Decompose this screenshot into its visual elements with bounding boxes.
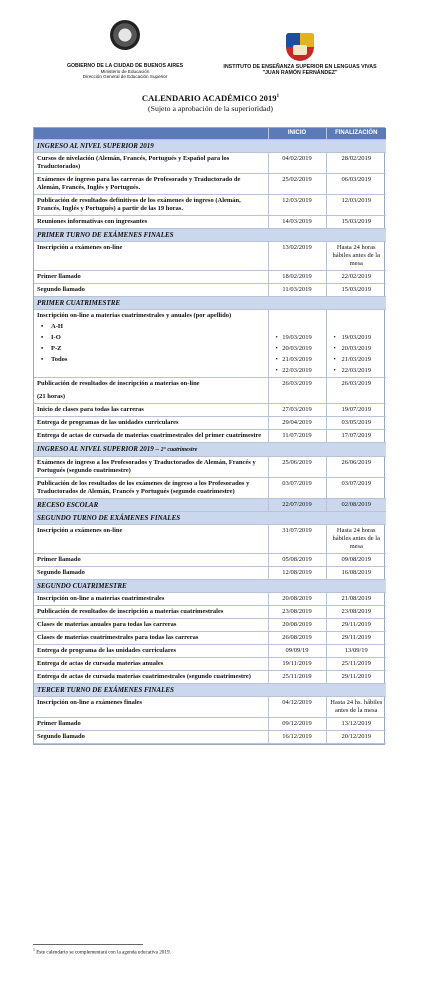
- start-date: 26/03/2019: [268, 377, 326, 403]
- end-date: • 20/03/2019: [330, 345, 384, 353]
- activity-cell: Segundo llamado: [34, 566, 268, 579]
- group-label: • Todos: [37, 356, 265, 364]
- start-date: 11/07/2019: [268, 429, 326, 442]
- start-date: 12/03/2019: [268, 194, 326, 215]
- section-title: PRIMER CUATRIMESTRE: [34, 296, 386, 309]
- directorate-name: Dirección General de Educación Superior: [82, 74, 168, 79]
- table-row: [34, 696, 386, 717]
- activity-cell: Reuniones informativas con ingresantes: [34, 215, 268, 228]
- table-row: [34, 283, 386, 296]
- city-seal-logo: [110, 20, 140, 50]
- activity-cell: Publicación de resultados de inscripción a materias cuatrimestrales: [34, 605, 268, 618]
- table-row: [34, 456, 386, 477]
- table-row: [34, 605, 386, 618]
- receso-row: [34, 498, 386, 511]
- start-date: • 20/03/2019: [272, 345, 323, 353]
- start-date: 29/04/2019: [268, 416, 326, 429]
- activity-cell: Segundo llamado: [34, 283, 268, 296]
- end-date: 20/12/2019: [326, 730, 386, 743]
- activity-cell: Exámenes de ingreso para las carreras de Profesorado y Traductorado de Alemán, Francés, Inglés y Portugués.: [34, 173, 268, 194]
- header-activity: [34, 128, 268, 139]
- ministry-name: Ministerio de Educación: [100, 69, 150, 74]
- activity-cell: Entrega de programas de las unidades curriculares: [34, 416, 268, 429]
- table-row: [34, 717, 386, 730]
- end-date: 29/11/2019: [326, 670, 386, 683]
- publication-note: (21 horas): [37, 392, 65, 400]
- activity-cell: Inscripción on-line a exámenes finales: [34, 696, 268, 717]
- end-date: 23/08/2019: [326, 605, 386, 618]
- end-date: 25/11/2019: [326, 657, 386, 670]
- table-row: [34, 524, 386, 553]
- institute-heading: [210, 64, 390, 76]
- start-date-list: [268, 309, 326, 377]
- activity-cell: Primer llamado: [34, 553, 268, 566]
- document-title: CALENDARIO ACADÉMICO 2019$^1$: [141, 93, 280, 103]
- section-row: [34, 296, 386, 309]
- start-date: 20/08/2019: [268, 592, 326, 605]
- end-date: 15/03/2019: [326, 215, 386, 228]
- institute-subname: "JUAN RAMÓN FERNÁNDEZ": [262, 70, 338, 76]
- institute-name: INSTITUTO DE ENSEÑANZA SUPERIOR EN LENGUAS VIVAS: [223, 64, 377, 70]
- end-date: 12/03/2019: [326, 194, 386, 215]
- end-date-list: [326, 309, 386, 377]
- table-row: [34, 592, 386, 605]
- start-date: 23/08/2019: [268, 605, 326, 618]
- activity-cell: Inscripción a exámenes on-line: [34, 524, 268, 553]
- start-date: 25/06/2019: [268, 456, 326, 477]
- start-date: 09/09/19: [268, 644, 326, 657]
- start-date: 20/08/2019: [268, 618, 326, 631]
- table-row: [34, 657, 386, 670]
- start-date: 31/07/2019: [268, 524, 326, 553]
- table-row: [34, 270, 386, 283]
- enrollment-label: Inscripción on-line a materias cuatrimestrales y anuales (por apellido): [37, 311, 232, 319]
- activity-cell: Clases de materias cuatrimestrales para todas las carreras: [34, 631, 268, 644]
- end-date: 13/12/2019: [326, 717, 386, 730]
- activity-cell: Inscripción on-line a materias cuatrimestrales: [34, 592, 268, 605]
- table-row: [34, 416, 386, 429]
- page-header: [0, 0, 421, 90]
- end-date: 03/05/2019: [326, 416, 386, 429]
- table-row: [34, 644, 386, 657]
- table-row: [34, 566, 386, 579]
- start-date: 22/07/2019: [268, 498, 326, 511]
- section-title: RECESO ESCOLAR: [34, 498, 268, 511]
- start-date: 27/03/2019: [268, 403, 326, 416]
- activity-cell: Entrega de actas de cursada materias anuales: [34, 657, 268, 670]
- section-row: [34, 442, 386, 456]
- start-date: 25/02/2019: [268, 173, 326, 194]
- government-heading: [50, 63, 200, 79]
- end-date: 26/03/2019: [326, 377, 386, 403]
- activity-cell: Clases de materias anuales para todas las carreras: [34, 618, 268, 631]
- end-date: Hasta 24 horas hábiles antes de la mesa: [326, 524, 386, 553]
- activity-cell: Inscripción a exámenes on-line: [34, 241, 268, 270]
- government-name: GOBIERNO DE LA CIUDAD DE BUENOS AIRES: [66, 63, 184, 69]
- start-date: 12/08/2019: [268, 566, 326, 579]
- section-title: SEGUNDO CUATRIMESTRE: [34, 579, 386, 592]
- table-row: [34, 631, 386, 644]
- table-row: [34, 241, 386, 270]
- end-date: 02/08/2019: [326, 498, 386, 511]
- table-row: [34, 403, 386, 416]
- section-row: [34, 228, 386, 241]
- activity-cell: Entrega de actas de cursada materias cuatrimestrales (segundo cuatrimestre): [34, 670, 268, 683]
- table-row: [34, 309, 386, 377]
- table-row: [34, 618, 386, 631]
- end-date: Hasta 24 hs. hábiles antes de la mesa: [326, 696, 386, 717]
- activity-cell: Exámenes de ingreso a los Profesorados y Traductorados de Alemán, Francés y Portugués (segundo cuatrimestre): [34, 456, 268, 477]
- table-row: [34, 429, 386, 442]
- group-label: • P-Z: [37, 345, 265, 353]
- table-row: [34, 730, 386, 743]
- publication-label: Publicación de resultados de inscripción a materias on-line: [37, 379, 200, 387]
- start-date: • 19/03/2019: [272, 334, 323, 342]
- end-date: • 21/03/2019: [330, 356, 384, 364]
- start-date: • 21/03/2019: [272, 356, 323, 364]
- table-header-row: [34, 128, 386, 139]
- start-date: 26/08/2019: [268, 631, 326, 644]
- start-date: 14/03/2019: [268, 215, 326, 228]
- header-end: FINALIZACIÓN: [326, 128, 386, 139]
- section-title: SEGUNDO TURNO DE EXÁMENES FINALES: [34, 511, 386, 524]
- institute-shield-logo: [286, 33, 314, 61]
- section-row: [34, 579, 386, 592]
- activity-cell: Publicación de resultados definitivos de los exámenes de ingreso (Alemán, Francés, Inglés y Portugués) a partir de las 19 horas.: [34, 194, 268, 215]
- activity-cell: Primer llamado: [34, 270, 268, 283]
- end-date: • 22/03/2019: [330, 367, 384, 375]
- table-row: [34, 215, 386, 228]
- section-subtitle: 2° cuatrimestre: [160, 446, 198, 453]
- end-date: 28/02/2019: [326, 152, 386, 173]
- start-date: • 22/03/2019: [272, 367, 323, 375]
- calendar-table: [33, 127, 385, 745]
- activity-cell: [34, 377, 268, 403]
- section-title: PRIMER TURNO DE EXÁMENES FINALES: [34, 228, 386, 241]
- section-row: [34, 511, 386, 524]
- footnote-divider: [33, 944, 143, 945]
- end-date: 29/11/2019: [326, 618, 386, 631]
- footnote: [33, 948, 171, 956]
- table-row: [34, 173, 386, 194]
- activity-cell: [34, 309, 268, 377]
- title-footnote-mark: 1: [276, 94, 280, 100]
- end-date: • 19/03/2019: [330, 334, 384, 342]
- footnote-mark: 1: [33, 948, 35, 952]
- activity-cell: Entrega de programa de las unidades curriculares: [34, 644, 268, 657]
- start-date: 19/11/2019: [268, 657, 326, 670]
- start-date: 03/07/2019: [268, 477, 326, 498]
- end-date: Hasta 24 horas hábiles antes de la mesa: [326, 241, 386, 270]
- start-date: 04/12/2019: [268, 696, 326, 717]
- start-date: 04/02/2019: [268, 152, 326, 173]
- header-start: INICIO: [268, 128, 326, 139]
- activity-cell: Publicación de los resultados de los exámenes de ingreso a los Profesorados y Traductorados de Alemán, Francés y Portugués (segundo cuatrimestre): [34, 477, 268, 498]
- end-date: 15/03/2019: [326, 283, 386, 296]
- activity-cell: Cursos de nivelación (Alemán, Francés, Portugués y Español para los Traductorados): [34, 152, 268, 173]
- start-date: 11/03/2019: [268, 283, 326, 296]
- section-title: INGRESO AL NIVEL SUPERIOR 2019: [34, 139, 386, 152]
- start-date: 16/12/2019: [268, 730, 326, 743]
- end-date: 21/08/2019: [326, 592, 386, 605]
- section-title: INGRESO AL NIVEL SUPERIOR 2019 – 2° cuatrimestre: [34, 442, 386, 456]
- start-date: 05/08/2019: [268, 553, 326, 566]
- start-date: 18/02/2019: [268, 270, 326, 283]
- table-row: [34, 477, 386, 498]
- end-date: 03/07/2019: [326, 477, 386, 498]
- end-date: 16/08/2019: [326, 566, 386, 579]
- table-row: [34, 194, 386, 215]
- activity-cell: Segundo llamado: [34, 730, 268, 743]
- table-row: [34, 553, 386, 566]
- end-date: 29/11/2019: [326, 631, 386, 644]
- start-date: 25/11/2019: [268, 670, 326, 683]
- section-row: [34, 139, 386, 152]
- footnote-text: Este calendario se complementará con la agenda educativa 2019.: [36, 949, 171, 956]
- table-row: [34, 152, 386, 173]
- section-title: TERCER TURNO DE EXÁMENES FINALES: [34, 683, 386, 696]
- activity-cell: Entrega de actas de cursada de materias cuatrimestrales del primer cuatrimestre: [34, 429, 268, 442]
- end-date: 17/07/2019: [326, 429, 386, 442]
- table-row: [34, 670, 386, 683]
- start-date: 09/12/2019: [268, 717, 326, 730]
- activity-cell: Inicio de clases para todas las carreras: [34, 403, 268, 416]
- section-row: [34, 683, 386, 696]
- activity-cell: Primer llamado: [34, 717, 268, 730]
- end-date: 19/07/2019: [326, 403, 386, 416]
- end-date: 22/02/2019: [326, 270, 386, 283]
- end-date: 26/06/2019: [326, 456, 386, 477]
- document-subtitle: (Sujeto a aprobación de la superioridad): [148, 104, 273, 113]
- table-row: [34, 377, 386, 403]
- end-date: 13/09/19: [326, 644, 386, 657]
- group-label: • I-O: [37, 334, 265, 342]
- group-label: • A-H: [37, 323, 265, 331]
- end-date: 09/08/2019: [326, 553, 386, 566]
- end-date: 06/03/2019: [326, 173, 386, 194]
- document-title-block: [0, 93, 421, 113]
- start-date: 13/02/2019: [268, 241, 326, 270]
